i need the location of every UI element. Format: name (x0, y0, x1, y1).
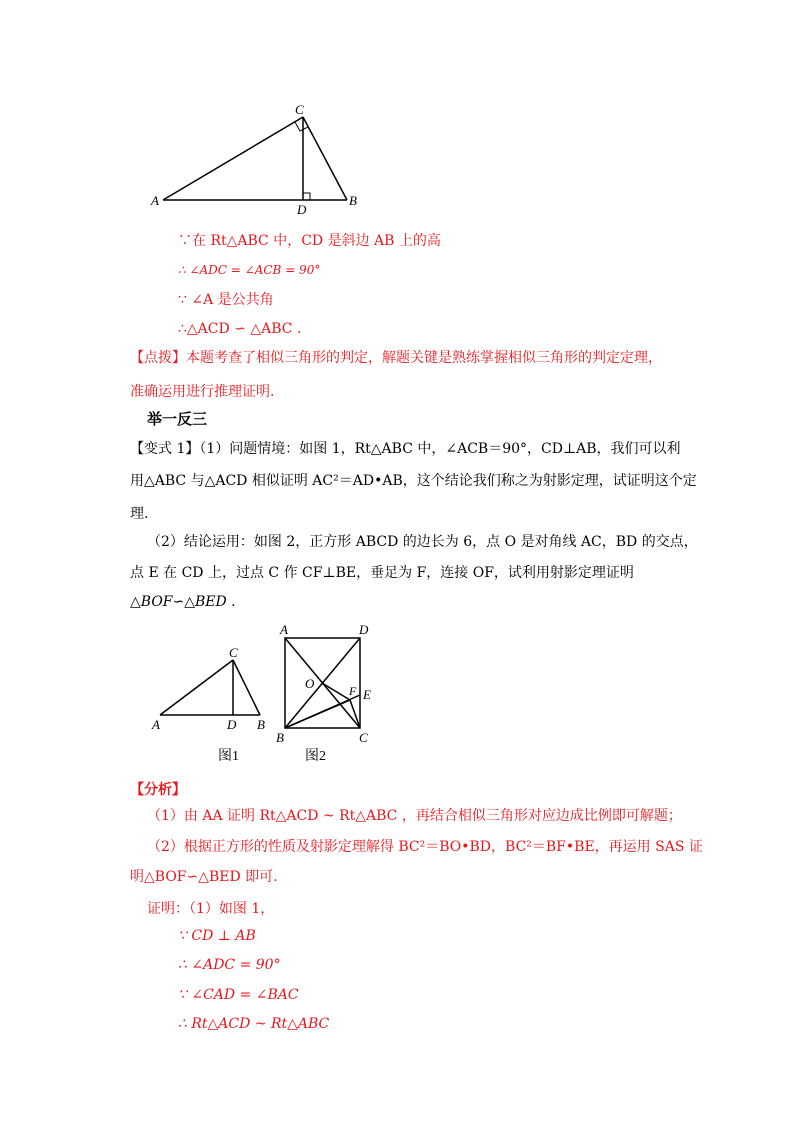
fig2-label-C: C (359, 730, 368, 745)
proof1-line2: ∴ ∠ADC = ∠ACB = 90° (178, 263, 321, 277)
tip-line2: 准确运用进行推理证明. (130, 384, 275, 400)
fig1-label-A: A (152, 717, 160, 732)
tip-line1: 【点拨】本题考查了相似三角形的判定，解题关键是熟练掌握相似三角形的判定定理， (130, 350, 662, 366)
fig2-segment-CF (350, 700, 360, 728)
proof2-line3: ∴ ∠ADC = 90° (178, 957, 281, 973)
label-B: B (349, 193, 357, 208)
fig2-label-O: O (305, 676, 315, 691)
fig2-label-B: B (276, 730, 284, 745)
fig2-segment-OF (322, 683, 350, 700)
problem-line4: （2）结论运用：如图 2，正方形 ABCD 的边长为 6，点 O 是对角线 AC，BD 的交点， (147, 534, 698, 550)
analysis-line3: 明△BOF∽△BED 即可. (130, 869, 278, 885)
label-D: D (297, 202, 307, 217)
problem-line5: 点 E 在 CD 上，过点 C 作 CF⊥BE，垂足为 F，连接 OF，试利用射影定理证明 (130, 565, 634, 581)
proof2-line5: ∴ Rt△ACD ~ Rt△ABC (178, 1016, 330, 1032)
proof1-line4: ∴△ACD ∽ △ABC . (178, 321, 302, 337)
analysis-line1: （1）由 AA 证明 Rt△ACD ~ Rt△ABC ，再结合相似三角形对应边成比例即可解题； (147, 808, 682, 824)
fig1-caption: 图1 (218, 749, 239, 764)
fig2-label-F: F (349, 684, 357, 698)
right-angle-mark-D (303, 193, 310, 200)
proof1-line1: ∵在 Rt△ABC 中，CD 是斜边 AB 上的高 (178, 233, 441, 249)
proof2-line1: 证明：（1）如图 1， (147, 901, 275, 917)
fig1-segment-CB (233, 660, 260, 715)
problem-line1: 【变式 1】（1）问题情境：如图 1，Rt△ABC 中，∠ACB＝90°，CD⊥AB，我们可以利 (130, 441, 681, 457)
segment-CB (303, 117, 347, 200)
section-title: 举一反三 (147, 411, 208, 428)
fig2-caption: 图2 (305, 749, 326, 764)
proof2-line4: ∵ ∠CAD = ∠BAC (178, 987, 299, 1003)
label-A: A (151, 193, 159, 208)
figures-1-2 (0, 620, 800, 780)
fig1-label-C: C (229, 645, 238, 660)
fig1-label-B: B (257, 717, 265, 732)
proof1-line3: ∵ ∠A 是公共角 (178, 292, 274, 308)
problem-line6: △BOF∽△BED . (130, 594, 236, 610)
problem-line2: 用△ABC 与△ACD 相似证明 AC²＝AD•AB，这个结论我们称之为射影定理，试证明这个定 (130, 473, 697, 489)
segment-AC (163, 117, 303, 200)
fig2-segment-BF (285, 700, 350, 728)
fig2-label-D: D (359, 622, 369, 637)
fig1-label-D: D (227, 717, 237, 732)
fig1-segment-AC (160, 660, 233, 715)
analysis-heading: 【分析】 (130, 782, 186, 798)
fig2-label-E: E (363, 687, 371, 702)
fig2-label-A: A (280, 622, 288, 637)
figure-triangle-altitude (0, 0, 800, 230)
analysis-line2: （2）根据正方形的性质及射影定理解得 BC²＝BO•BD，BC²＝BF•BE，再运用 SAS 证 (147, 839, 703, 855)
proof2-line2: ∵ CD ⊥ AB (178, 928, 256, 944)
problem-line3: 理. (130, 506, 149, 522)
label-C: C (295, 102, 304, 117)
